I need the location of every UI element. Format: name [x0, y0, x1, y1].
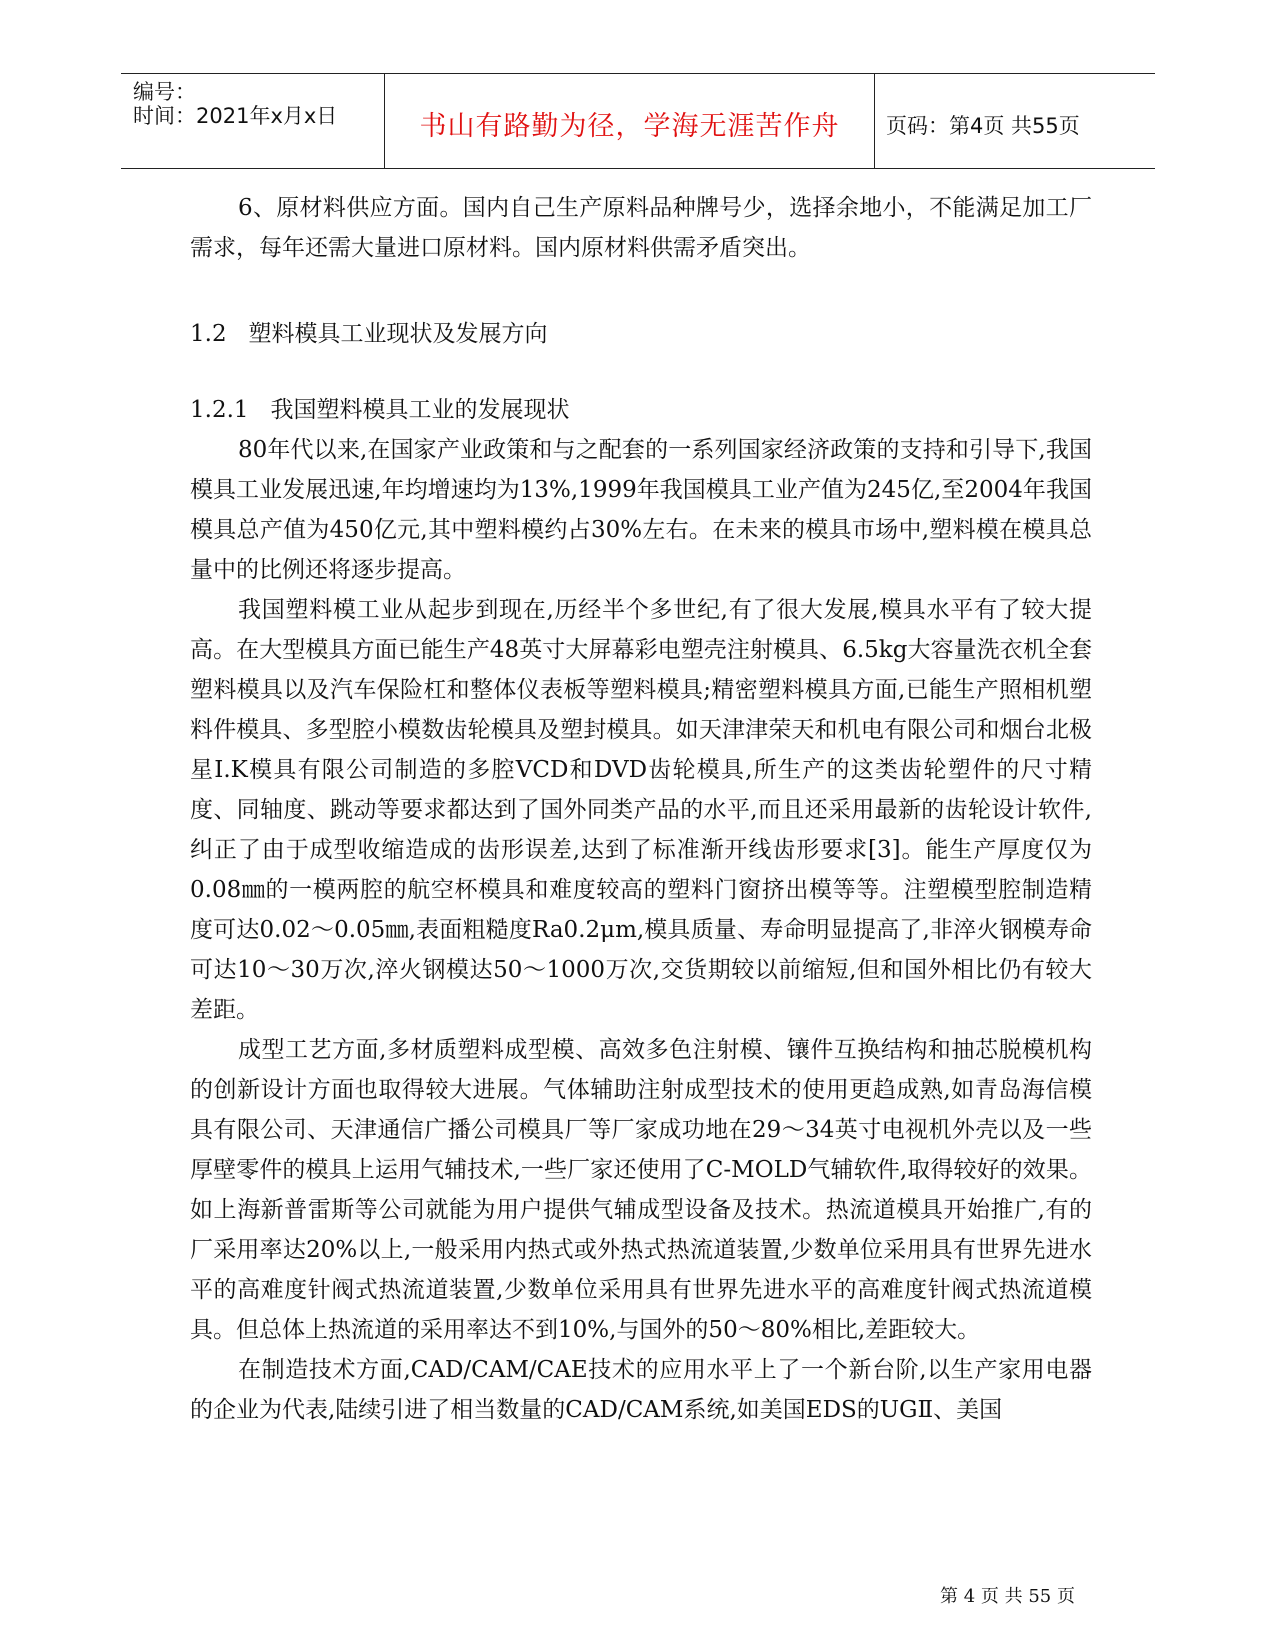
section-heading-1-2-1: 1.2.1 我国塑料模具工业的发展现状: [190, 397, 570, 423]
motto-text: 书山有路勤为径，学海无涯苦作舟: [419, 111, 840, 142]
paragraph-raw-materials: 6、原材料供应方面。国内自己生产原料品种牌号少，选择余地小，不能满足加工厂需求，每年还需大量进口原材料。国内原材料供需矛盾突出。: [190, 195, 1092, 261]
time-label: 时间：2021年x月x日: [133, 104, 338, 128]
document-header: [121, 73, 1155, 169]
serial-label: 编号：: [133, 80, 196, 104]
header-motto-cell: [384, 74, 875, 168]
header-left-cell: [121, 74, 384, 168]
header-page-cell: [874, 74, 1155, 168]
paragraph-manufacturing-tech: 在制造技术方面,CAD/CAM/CAE技术的应用水平上了一个新台阶,以生产家用电器的企业为代表,陆续引进了相当数量的CAD/CAM系统,如美国EDS的UGⅡ、美国: [190, 1357, 1092, 1423]
document-body: [190, 188, 1092, 1430]
page-footer: 第 4 页 共 55 页: [940, 1586, 1075, 1607]
paragraph-industry-growth: 80年代以来,在国家产业政策和与之配套的一系列国家经济政策的支持和引导下,我国模具工业发展迅速,年均增速均为13%,1999年我国模具工业产值为245亿,至2004年我国模具总产值为450亿元,其中塑料模约占30%左右。在未来的模具市场中,塑料模在模具总量中的比例还将逐步提高。: [190, 437, 1092, 583]
paragraph-mold-level: 我国塑料模工业从起步到现在,历经半个多世纪,有了很大发展,模具水平有了较大提高。在大型模具方面已能生产48英寸大屏幕彩电塑壳注射模具、6.5kg大容量洗衣机全套塑料模具以及汽车保险杠和整体仪表板等塑料模具;精密塑料模具方面,已能生产照相机塑料件模具、多型腔小模数齿轮模具及塑封模具。如天津津荣天和机电有限公司和烟台北极星I.K模具有限公司制造的多腔VCD和DVD齿轮模具,所生产的这类齿轮塑件的尺寸精度、同轴度、跳动等要求都达到了国外同类产品的水平,而且还采用最新的齿轮设计软件,纠正了由于成型收缩造成的齿形误差,达到了标准渐开线齿形要求[3]。能生产厚度仅为0.08㎜的一模两腔的航空杯模具和难度较高的塑料门窗挤出模等等。注塑模型腔制造精度可达0.02～0.05㎜,表面粗糙度Ra0.2μm,模具质量、寿命明显提高了,非淬火钢模寿命可达10～30万次,淬火钢模达50～1000万次,交货期较以前缩短,但和国外相比仍有较大差距。: [190, 597, 1092, 1023]
paragraph-molding-process: 成型工艺方面,多材质塑料成型模、高效多色注射模、镶件互换结构和抽芯脱模机构的创新设计方面也取得较大进展。气体辅助注射成型技术的使用更趋成熟,如青岛海信模具有限公司、天津通信广播公司模具厂等厂家成功地在29～34英寸电视机外壳以及一些厚壁零件的模具上运用气辅技术,一些厂家还使用了C-MOLD气辅软件,取得较好的效果。如上海新普雷斯等公司就能为用户提供气辅成型设备及技术。热流道模具开始推广,有的厂采用率达20%以上,一般采用内热式或外热式热流道装置,少数单位采用具有世界先进水平的高难度针阀式热流道装置,少数单位采用具有世界先进水平的高难度针阀式热流道模具。但总体上热流道的采用率达不到10%,与国外的50～80%相比,差距较大。: [190, 1037, 1092, 1343]
header-page-info: 页码：第4页 共55页: [886, 114, 1080, 138]
section-heading-1-2: 1.2 塑料模具工业现状及发展方向: [190, 321, 548, 347]
